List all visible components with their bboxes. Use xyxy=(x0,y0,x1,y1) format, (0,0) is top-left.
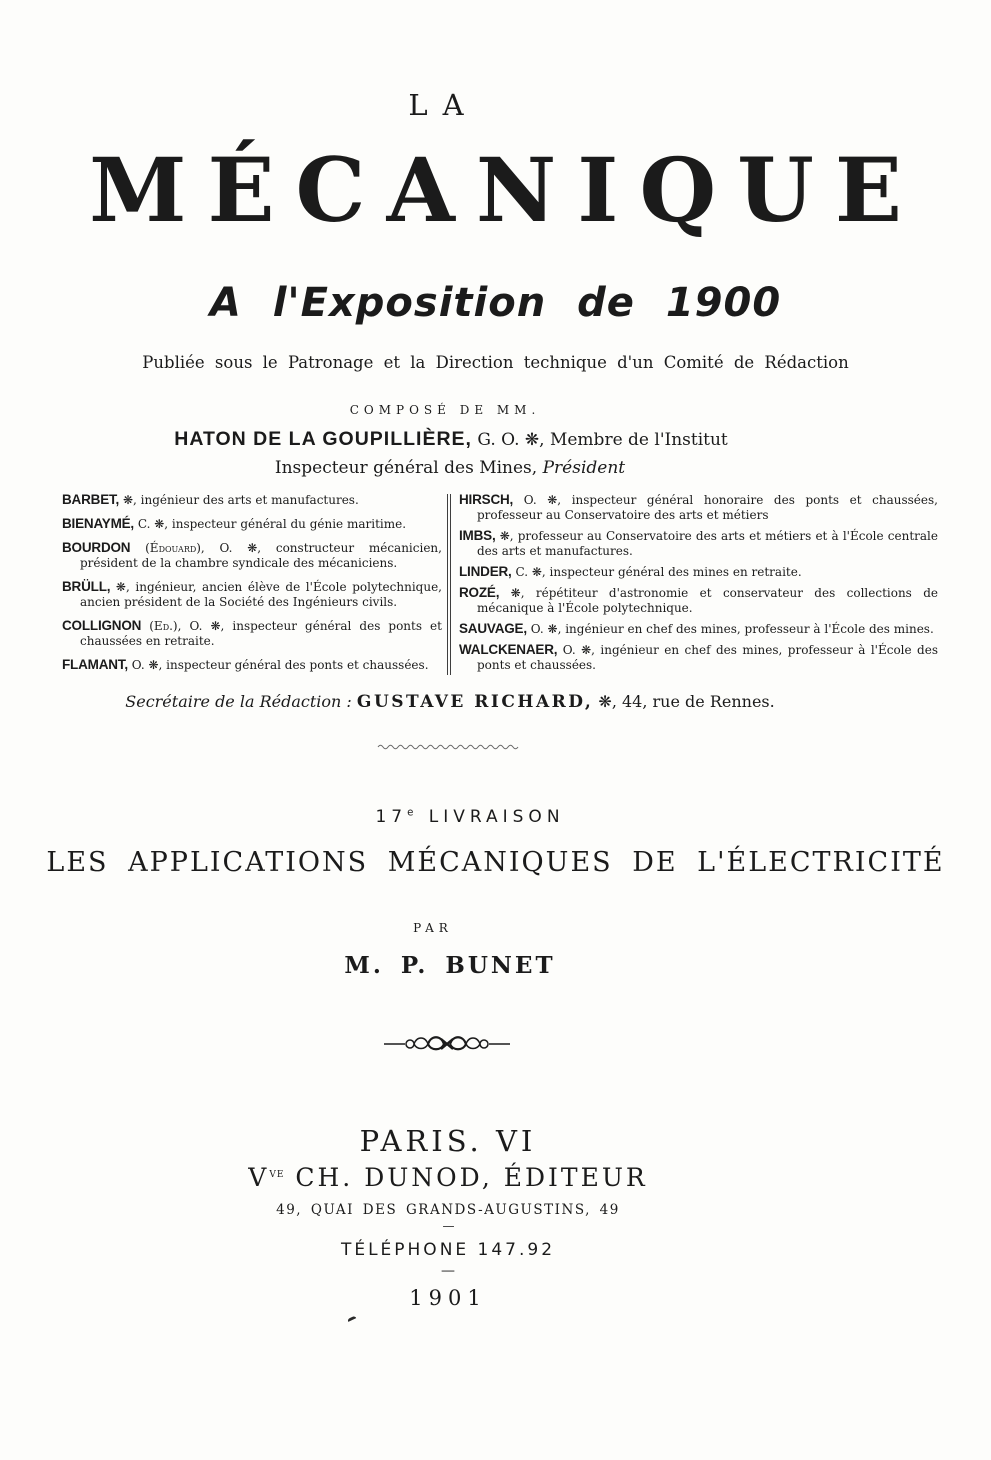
member-name: FLAMANT, xyxy=(62,657,128,672)
member-description: inspecteur général des ponts et chaussées en retraite. xyxy=(80,619,442,648)
ornament-flourish xyxy=(383,1034,511,1054)
member-entry xyxy=(62,657,442,673)
committee-column-left xyxy=(62,492,442,681)
member-name: ROZÉ, xyxy=(459,585,500,600)
series-subtitle: A l'Exposition de 1900 xyxy=(209,280,782,326)
member-entry xyxy=(459,585,938,616)
member-entry xyxy=(459,564,938,580)
member-entry xyxy=(459,528,938,559)
composed-heading: COMPOSÉ DE MM. xyxy=(349,403,541,417)
ink-mark xyxy=(347,1315,358,1325)
member-description: répétiteur d'astronomie et conservateur des collections de mécanique à l'École polytechnique. xyxy=(477,586,938,615)
member-description: professeur au Conservatoire des arts et métiers et à l'École centrale des arts et manufactures. xyxy=(477,529,938,558)
issue-label: LIVRAISON xyxy=(428,807,565,827)
member-name: BARBET, xyxy=(62,492,120,507)
member-entry xyxy=(459,642,938,673)
member-description: inspecteur général des ponts et chaussées. xyxy=(166,658,429,672)
publication-year: 1901 xyxy=(409,1286,487,1310)
author-name: M. P. BUNET xyxy=(344,952,556,979)
member-name: BRÜLL, xyxy=(62,579,111,594)
president-subtitle xyxy=(0,458,900,478)
secretary-name: GUSTAVE RICHARD, xyxy=(356,692,594,712)
divider-dash: — xyxy=(441,1263,455,1279)
president-description: Membre de l'Institut xyxy=(549,430,728,450)
member-description: ingénieur en chef des mines, professeur à l'École des mines. xyxy=(565,622,934,636)
byline-label: PAR xyxy=(413,921,453,935)
member-entry xyxy=(62,540,442,571)
member-honors: O. ❋, xyxy=(523,493,572,507)
member-name: WALCKENAER, xyxy=(459,642,558,657)
member-honors: O. ❋, xyxy=(131,658,167,672)
secretary-line xyxy=(0,692,900,712)
divider-dash: — xyxy=(442,1219,454,1233)
series-pretitle: LA xyxy=(408,88,479,122)
president-function: Inspecteur général des Mines, xyxy=(274,458,538,478)
member-description: constructeur mécanicien, président de la chambre syndicale des mécaniciens. xyxy=(80,541,442,570)
telephone-line: TÉLÉPHONE 147.92 xyxy=(340,1240,556,1260)
publisher-widow-base: V xyxy=(248,1163,270,1192)
member-honors: ❋, xyxy=(115,580,136,594)
issue-number: 17 xyxy=(375,807,408,827)
secretary-label: Secrétaire de la Rédaction : xyxy=(125,692,352,711)
member-name: LINDER, xyxy=(459,564,512,579)
member-honors: ❋, xyxy=(499,529,518,543)
member-honors: ❋, xyxy=(122,493,141,507)
member-honors: O. ❋, xyxy=(219,541,276,555)
member-name: COLLIGNON xyxy=(62,618,142,633)
member-honors: C. ❋, xyxy=(137,517,172,531)
member-name: HIRSCH, xyxy=(459,492,514,507)
secretary-address: ❋, 44, rue de Rennes. xyxy=(598,692,775,711)
imprint-city: PARIS. VI xyxy=(359,1124,537,1158)
member-description: inspecteur général honoraire des ponts et chaussées, professeur au Conservatoire des arts et métiers xyxy=(477,493,938,522)
member-description: ingénieur en chef des mines, professeur à l'École des ponts et chaussées. xyxy=(477,643,938,672)
member-description: inspecteur général des mines en retraite. xyxy=(549,565,802,579)
president-title: Président xyxy=(542,458,626,478)
publisher-line xyxy=(0,1163,896,1192)
committee-list xyxy=(62,492,938,681)
publisher-widow-sup: ve xyxy=(269,1166,285,1181)
wavy-divider xyxy=(376,742,521,750)
member-honors: O. ❋, xyxy=(530,622,566,636)
work-title: LES APPLICATIONS MÉCANIQUES DE L'ÉLECTRICITÉ xyxy=(46,847,945,878)
member-description: inspecteur général du génie maritime. xyxy=(171,517,407,531)
member-description: ingénieur, ancien élève de l'École polytechnique, ancien président de la Société des Ingénieurs civils. xyxy=(80,580,442,609)
member-description: ingénieur des arts et manufactures. xyxy=(140,493,359,507)
member-name: SAUVAGE, xyxy=(459,621,527,636)
issue-heading xyxy=(0,807,940,827)
series-title: MÉCANIQUE xyxy=(89,138,923,242)
member-forename: (Édouard), xyxy=(145,541,205,555)
issue-ordinal: e xyxy=(407,807,419,819)
member-entry xyxy=(62,618,442,649)
member-honors: ❋, xyxy=(510,586,536,600)
president-entry xyxy=(0,428,902,451)
member-honors: C. ❋, xyxy=(515,565,550,579)
member-entry xyxy=(62,516,442,532)
member-forename: (Ed.), xyxy=(149,619,182,633)
column-divider xyxy=(447,494,451,675)
publisher-address: 49, QUAI DES GRANDS-AUGUSTINS, 49 xyxy=(276,1202,620,1218)
patronage-line: Publiée sous le Patronage et la Direction technique d'un Comité de Rédaction xyxy=(142,353,849,372)
member-entry xyxy=(459,621,938,637)
member-honors: O. ❋, xyxy=(562,643,601,657)
president-name: HATON DE LA GOUPILLIÈRE, xyxy=(174,428,472,450)
member-name: IMBS, xyxy=(459,528,496,543)
president-honors: G. O. ❋, xyxy=(477,430,545,450)
publisher-name: CH. DUNOD, ÉDITEUR xyxy=(295,1163,648,1192)
member-name: BOURDON xyxy=(62,540,131,555)
member-entry xyxy=(62,492,442,508)
member-honors: O. ❋, xyxy=(189,619,233,633)
member-entry xyxy=(62,579,442,610)
member-entry xyxy=(459,492,938,523)
member-name: BIENAYMÉ, xyxy=(62,516,134,531)
committee-column-right xyxy=(459,492,938,681)
